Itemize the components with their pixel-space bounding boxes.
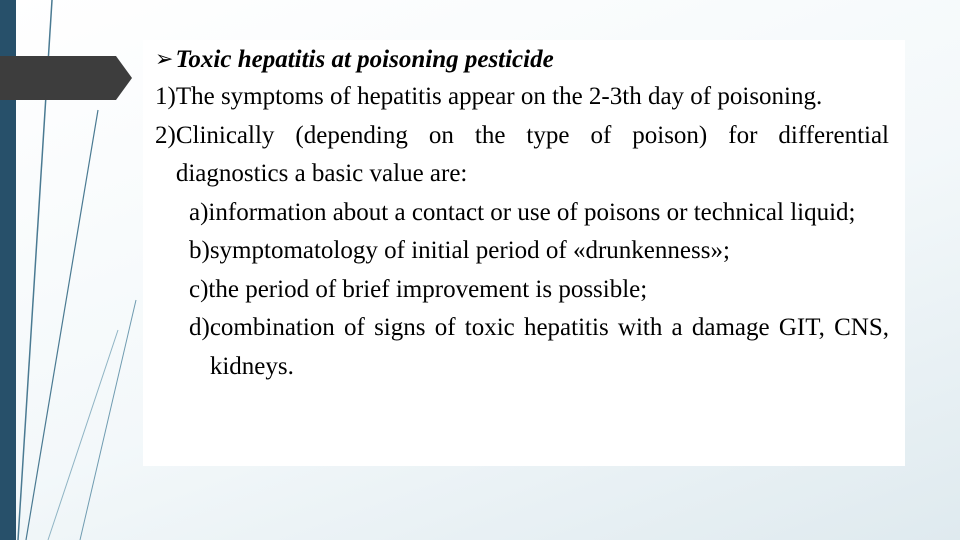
subitem-text: information about a contact or use of poisons or technical liquid; xyxy=(208,198,856,226)
slide-marker-arrow xyxy=(0,56,132,100)
sub-list-item xyxy=(189,309,889,386)
sub-list-item xyxy=(189,232,889,271)
subitem-letter: d) xyxy=(189,314,210,341)
sub-list-item xyxy=(189,271,889,310)
arrow-bullet-icon: ➢ xyxy=(155,47,174,72)
subitem-letter: b) xyxy=(189,237,210,264)
list-item xyxy=(155,117,889,194)
item-number: 2) xyxy=(155,121,176,149)
subitem-letter: c) xyxy=(189,275,209,303)
item-text: The symptoms of hepatitis appear on the 2-3th day of poisoning. xyxy=(175,83,823,110)
subitem-letter: a) xyxy=(189,198,209,226)
list-item xyxy=(155,78,889,117)
heading-text: Toxic hepatitis at poisoning pesticide xyxy=(175,46,554,73)
subitem-text: symptomatology of initial period of «drunkenness»; xyxy=(209,237,730,264)
item-number: 1) xyxy=(155,83,176,110)
subitem-text: the period of brief improvement is possible; xyxy=(208,275,648,303)
subitem-text: combination of signs of toxic hepatitis with a damage GIT, CNS, kidneys. xyxy=(209,314,889,380)
content-panel xyxy=(143,40,905,466)
slide-heading xyxy=(155,42,889,78)
sub-list-item xyxy=(189,194,889,233)
item-text: Clinically (depending on the type of poison) for differential diagnostics a basic value are: xyxy=(175,121,889,187)
